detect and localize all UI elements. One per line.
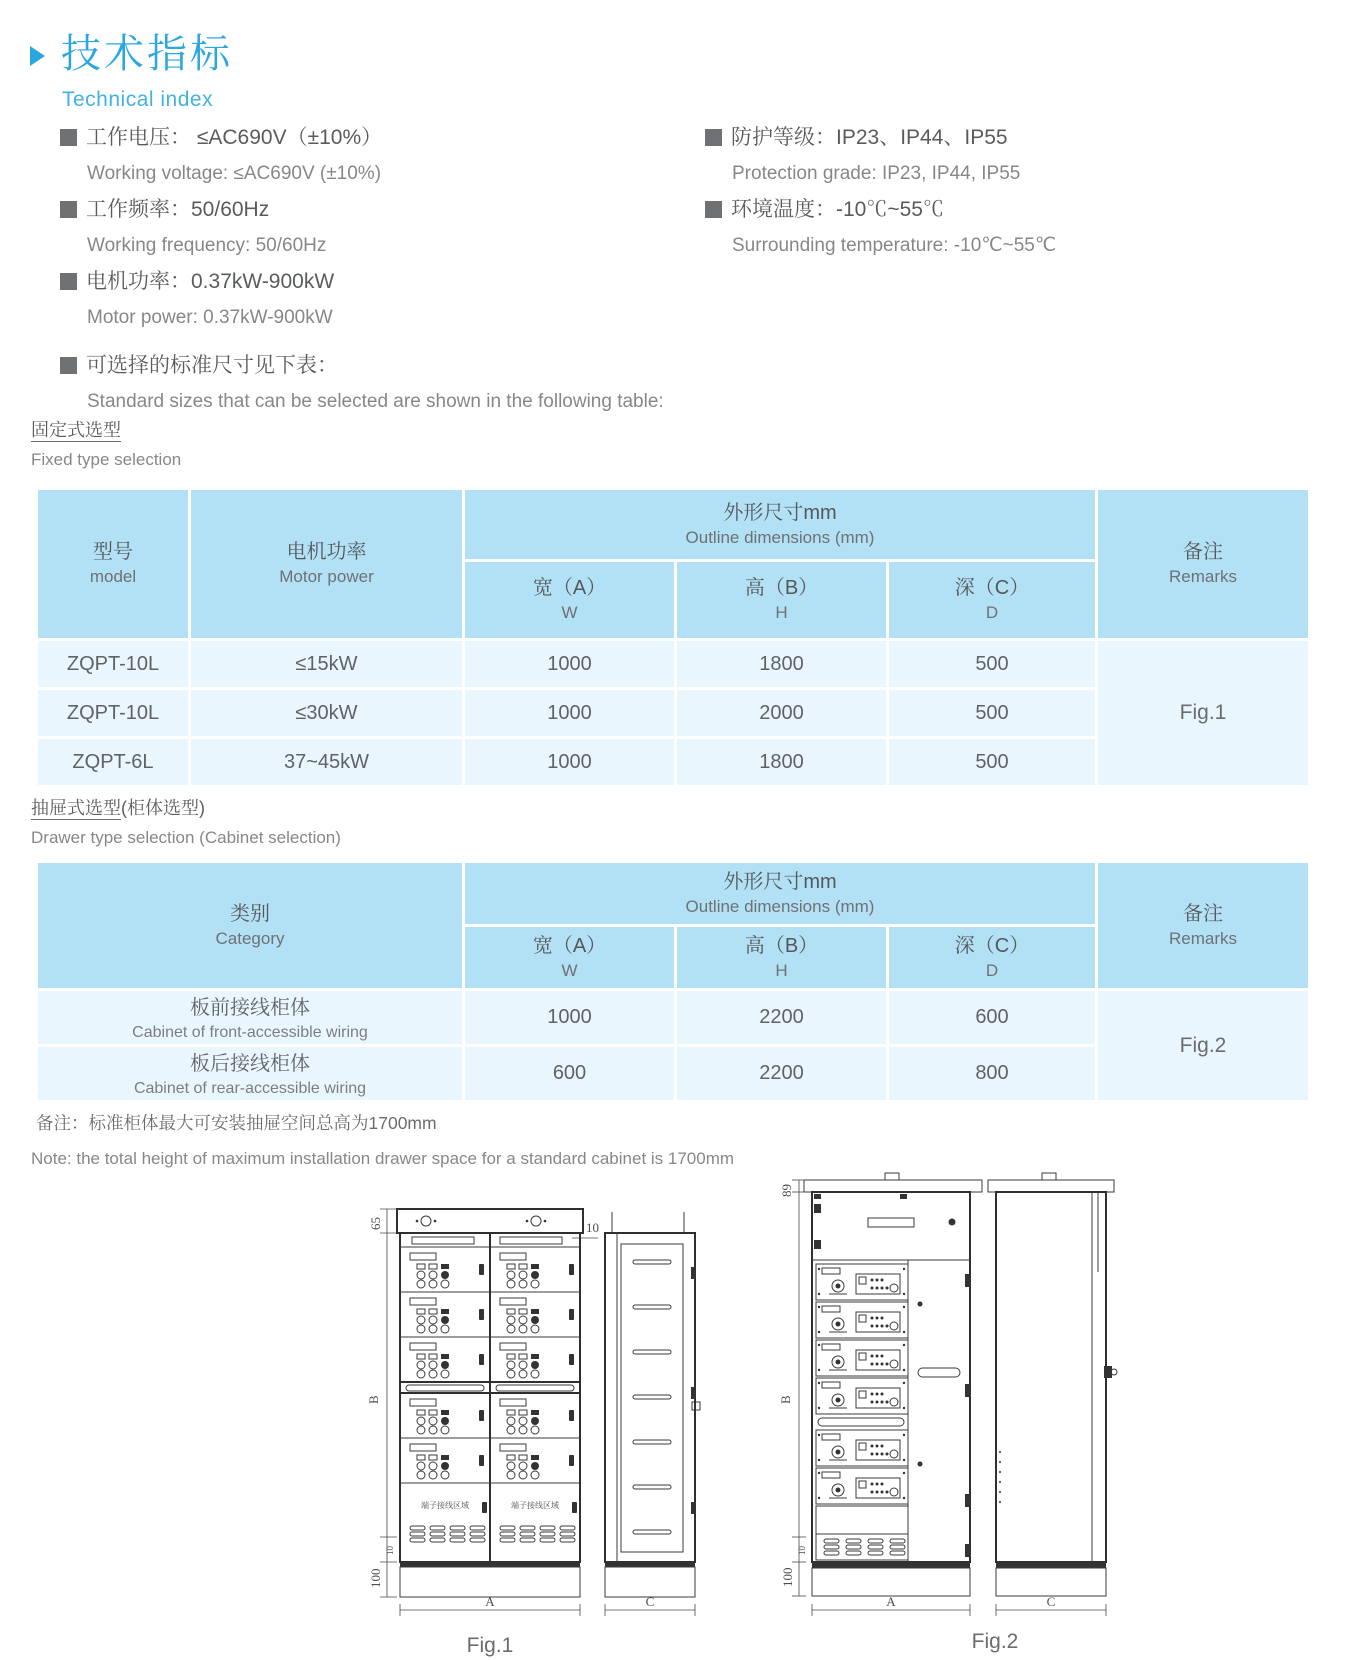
- spec-cn-text: 环境温度：-10℃~55℃: [731, 197, 944, 221]
- fig1-dim-base: 100: [368, 1568, 383, 1588]
- col-header-width: [464, 561, 676, 640]
- cabinet-figures: [340, 1152, 1150, 1660]
- spec-en-text: Surrounding temperature: -10℃~55℃: [732, 235, 1057, 257]
- col-header-en: Outline dimensions (mm): [685, 896, 875, 916]
- cell-height: 2200: [676, 990, 888, 1046]
- col-header-cn: 高（B）: [744, 577, 819, 600]
- col-header-cn: 宽（A）: [532, 577, 607, 600]
- page-subtitle: Technical index: [62, 88, 214, 111]
- bullet-square-icon: [705, 201, 722, 218]
- cell-motor-power: 37~45kW: [190, 738, 464, 787]
- col-header-cn: 备注: [1183, 902, 1223, 925]
- col-header-cn: 备注: [1183, 541, 1223, 564]
- spec-item-working-frequency: [60, 198, 382, 257]
- section-label-fixed-type: [31, 416, 181, 470]
- cell-remarks: Fig.1: [1097, 640, 1310, 787]
- fig1-terminal-area-label: 端子接线区域: [511, 1501, 559, 1510]
- cell-depth: 600: [888, 990, 1097, 1046]
- section-cn: 固定式选型: [31, 420, 121, 440]
- fig2-dim-cap: 89: [779, 1184, 794, 1197]
- section-arrow-icon: [30, 46, 45, 66]
- bullet-square-icon: [60, 129, 77, 146]
- spec-cn-text: 工作频率：50/60Hz: [86, 197, 270, 221]
- col-header-cn: 深（C）: [954, 934, 1030, 957]
- cell-depth: 500: [888, 640, 1097, 689]
- table-row: [37, 990, 1310, 1046]
- cell-depth: 800: [888, 1046, 1097, 1102]
- col-header-outline-dimensions: [464, 862, 1097, 926]
- col-header-cn: 宽（A）: [532, 934, 607, 957]
- cell-width: 1000: [464, 640, 676, 689]
- cell-category: [37, 990, 464, 1046]
- cell-model: ZQPT-10L: [37, 689, 190, 738]
- col-header-cn: 外形尺寸mm: [723, 870, 837, 893]
- spec-cn-text: 防护等级：IP23、IP44、IP55: [731, 126, 1008, 149]
- cell-height: 2000: [676, 689, 888, 738]
- col-header-en: W: [561, 603, 578, 623]
- cell-category-en: Cabinet of front-accessible wiring: [132, 1024, 368, 1042]
- page-header: [30, 34, 233, 112]
- section-en: Drawer type selection (Cabinet selection): [31, 828, 341, 847]
- spec-item-motor-power: [60, 270, 382, 329]
- fig2-dim-vent: 10: [797, 1546, 807, 1555]
- col-header-outline-dimensions: [464, 489, 1097, 561]
- col-header-en: Remarks: [1168, 567, 1237, 587]
- spec-column-left: [60, 126, 382, 342]
- page-title: 技术指标: [61, 32, 233, 76]
- cell-height: 1800: [676, 738, 888, 787]
- fig1-dim-depth: C: [645, 1594, 655, 1609]
- fig1-dim-height: B: [366, 1395, 381, 1404]
- note-en: Note: the total height of maximum installation drawer space for a standard cabinet is 1700mm: [31, 1149, 735, 1168]
- fig2-dim-base: 100: [780, 1567, 795, 1587]
- col-header-cn: 型号: [93, 541, 133, 564]
- spec-en-text: Working frequency: 50/60Hz: [87, 235, 327, 257]
- cell-motor-power: ≤30kW: [190, 689, 464, 738]
- cell-width: 600: [464, 1046, 676, 1102]
- fig1-terminal-area-label: 端子接线区域: [421, 1501, 469, 1510]
- cell-depth: 500: [888, 738, 1097, 787]
- fig2-caption: Fig.2: [971, 1630, 1019, 1653]
- col-header-en: Remarks: [1168, 928, 1237, 948]
- fig1-caption: Fig.1: [466, 1634, 514, 1657]
- cell-category-cn: 板前接线柜体: [190, 997, 310, 1020]
- col-header-model: [37, 489, 190, 640]
- cell-motor-power: ≤15kW: [190, 640, 464, 689]
- fig1-dim-width: A: [485, 1594, 495, 1609]
- spec-column-right: [705, 126, 1056, 270]
- fig1-dim-top-gap: 10: [586, 1220, 599, 1235]
- cell-category: [37, 1046, 464, 1102]
- cell-depth: 500: [888, 689, 1097, 738]
- col-header-motor-power: [190, 489, 464, 640]
- col-header-category: [37, 862, 464, 990]
- col-header-depth: [888, 926, 1097, 990]
- spec-item-protection-grade: [705, 126, 1056, 185]
- col-header-en: Category: [215, 928, 285, 948]
- spec-item-standard-sizes: [60, 354, 664, 422]
- section-label-drawer-type: [31, 794, 341, 848]
- fig1-side-view: [605, 1212, 700, 1616]
- cell-remarks: Fig.2: [1097, 990, 1310, 1102]
- fig1-front-view: [366, 1209, 599, 1616]
- col-header-width: [464, 926, 676, 990]
- spec-cn-text: 可选择的标准尺寸见下表：: [86, 354, 338, 377]
- fig2-dim-height: B: [778, 1395, 793, 1404]
- col-header-cn: 类别: [230, 902, 270, 925]
- cell-model: ZQPT-6L: [37, 738, 190, 787]
- col-header-remarks: [1097, 489, 1310, 640]
- fig2-dim-depth: C: [1046, 1594, 1056, 1609]
- spec-cn-text: 工作电压： ≤AC690V（±10%）: [86, 126, 383, 149]
- spec-en-text: Protection grade: IP23, IP44, IP55: [732, 163, 1021, 185]
- drawer-type-table: [35, 860, 1311, 1103]
- cell-width: 1000: [464, 990, 676, 1046]
- section-en: Fixed type selection: [31, 450, 182, 469]
- cell-height: 1800: [676, 640, 888, 689]
- spec-item-working-voltage: [60, 126, 382, 185]
- col-header-en: D: [985, 960, 999, 980]
- col-header-height: [676, 561, 888, 640]
- col-header-en: H: [775, 960, 788, 980]
- section-cn-suffix: (柜体选型): [121, 798, 205, 818]
- bullet-square-icon: [60, 357, 77, 374]
- note-cn: 备注：标准柜体最大可安装抽屉空间总高为1700mm: [36, 1113, 437, 1133]
- cell-width: 1000: [464, 689, 676, 738]
- table-row: [37, 640, 1310, 689]
- bullet-square-icon: [60, 273, 77, 290]
- col-header-en: D: [985, 603, 999, 623]
- col-header-en: H: [775, 603, 788, 623]
- col-header-en: Outline dimensions (mm): [685, 527, 875, 547]
- cell-category-cn: 板后接线柜体: [190, 1053, 310, 1076]
- fig2-front-view: [778, 1173, 982, 1616]
- cell-model: ZQPT-10L: [37, 640, 190, 689]
- cell-height: 2200: [676, 1046, 888, 1102]
- col-header-cn: 外形尺寸mm: [723, 501, 837, 524]
- fig1-dim-vent: 10: [385, 1546, 395, 1555]
- bullet-square-icon: [705, 129, 722, 146]
- fig2-side-view: [988, 1173, 1117, 1616]
- col-header-height: [676, 926, 888, 990]
- col-header-depth: [888, 561, 1097, 640]
- spec-cn-text: 电机功率：0.37kW-900kW: [86, 269, 335, 293]
- fig2-dim-width: A: [886, 1594, 896, 1609]
- col-header-en: Motor power: [279, 567, 374, 587]
- section-cn: 抽屉式选型: [31, 798, 121, 818]
- fig1-dim-cap: 65: [368, 1217, 383, 1230]
- cell-width: 1000: [464, 738, 676, 787]
- fixed-type-table: [35, 487, 1311, 788]
- col-header-en: model: [89, 567, 137, 587]
- spec-en-text: Motor power: 0.37kW-900kW: [87, 307, 333, 329]
- col-header-remarks: [1097, 862, 1310, 990]
- col-header-cn: 高（B）: [744, 934, 819, 957]
- spec-en-text: Standard sizes that can be selected are shown in the following table:: [87, 391, 664, 413]
- col-header-en: W: [561, 960, 578, 980]
- col-header-cn: 电机功率: [286, 541, 367, 564]
- spec-en-text: Working voltage: ≤AC690V (±10%): [87, 163, 382, 185]
- col-header-cn: 深（C）: [954, 577, 1030, 600]
- spec-item-surrounding-temperature: [705, 198, 1056, 257]
- cell-category-en: Cabinet of rear-accessible wiring: [133, 1080, 367, 1098]
- bullet-square-icon: [60, 201, 77, 218]
